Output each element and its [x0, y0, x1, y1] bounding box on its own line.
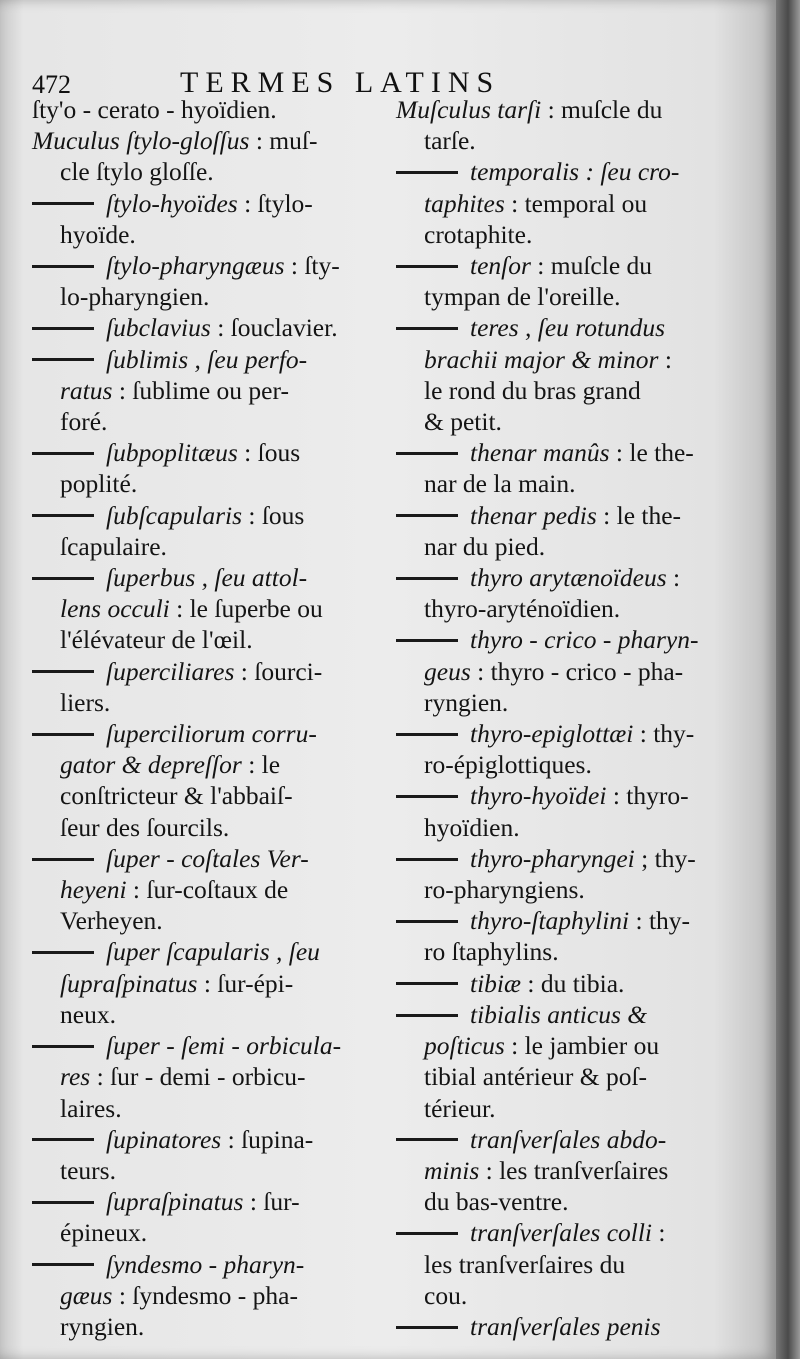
latin-term: ſuperciliares	[106, 656, 235, 686]
repeat-dash	[396, 982, 458, 985]
french-gloss: l'élévateur de l'œil.	[60, 625, 253, 655]
dictionary-entry	[396, 250, 734, 312]
dictionary-entry	[32, 1186, 372, 1248]
entry-line	[396, 312, 734, 343]
repeat-dash	[396, 1014, 458, 1017]
entry-line	[396, 843, 734, 874]
dictionary-entry	[396, 718, 734, 780]
latin-term: ſtylo-pharyngæus	[106, 251, 285, 281]
latin-term: ſyndesmo - pharyn-	[106, 1249, 305, 1279]
dictionary-entry	[32, 656, 372, 718]
entry-line	[396, 1093, 734, 1124]
french-gloss: épineux.	[60, 1218, 148, 1248]
french-gloss: : ſur-coſtaux de	[126, 875, 289, 905]
french-gloss: tympan de l'oreille.	[424, 282, 621, 312]
latin-term: geus	[424, 656, 471, 686]
entry-line	[396, 1217, 734, 1248]
dictionary-entry	[396, 1217, 734, 1311]
latin-term: minis	[424, 1155, 480, 1185]
latin-term: ſupraſpinatus	[106, 1187, 244, 1217]
french-gloss: térieur.	[424, 1093, 496, 1123]
repeat-dash	[396, 514, 458, 517]
french-gloss: teurs.	[60, 1155, 116, 1185]
repeat-dash	[396, 452, 458, 455]
french-gloss: ryngien.	[424, 687, 509, 717]
repeat-dash	[32, 1263, 94, 1266]
french-gloss: : temporal ou	[504, 188, 648, 218]
french-gloss: thyro-aryténoïdien.	[424, 594, 621, 624]
latin-term: gæus	[60, 1280, 113, 1310]
entry-line	[32, 531, 372, 562]
entry-line	[32, 1280, 372, 1311]
french-gloss: nar de la main.	[424, 469, 576, 499]
french-gloss: poplité.	[60, 469, 138, 499]
dictionary-entry	[396, 905, 734, 967]
repeat-dash	[32, 1201, 94, 1204]
repeat-dash	[396, 327, 458, 330]
entry-line	[32, 780, 372, 811]
entry-line	[396, 749, 734, 780]
french-gloss: : muſ-	[249, 126, 318, 156]
entry-line	[396, 125, 734, 156]
page-number: 472	[32, 70, 71, 99]
french-gloss: : thy-	[633, 719, 695, 749]
french-gloss: le rond du bras grand	[424, 375, 641, 405]
entry-line	[32, 94, 372, 125]
repeat-dash	[396, 1326, 458, 1329]
french-gloss: ro-épiglottiques.	[424, 750, 592, 780]
entry-line	[396, 1030, 734, 1061]
entry-line	[396, 531, 734, 562]
latin-term: thyro-epiglottæi	[470, 719, 634, 749]
french-gloss: conſtricteur & l'abbaiſ-	[60, 781, 293, 811]
repeat-dash	[396, 171, 458, 174]
french-gloss: : ſouclavier.	[210, 313, 338, 343]
entry-line	[32, 188, 372, 219]
dictionary-entry	[32, 94, 372, 125]
entry-line	[32, 749, 372, 780]
entry-line	[32, 874, 372, 905]
latin-term: tranſverſales colli	[470, 1218, 653, 1248]
entry-line	[396, 812, 734, 843]
french-gloss: & petit.	[424, 407, 502, 437]
dictionary-entry	[32, 344, 372, 438]
repeat-dash	[32, 1045, 94, 1048]
repeat-dash	[396, 639, 458, 642]
entry-line	[396, 1249, 734, 1280]
entry-line	[32, 905, 372, 936]
latin-term: tenſor	[470, 251, 531, 281]
latin-term: temporalis : ſeu cro-	[470, 157, 680, 187]
latin-term: ſubpoplitæus	[106, 438, 238, 468]
entry-line	[396, 219, 734, 250]
entry-line	[32, 1124, 372, 1155]
latin-term: ſupinatores	[106, 1124, 222, 1154]
french-gloss: tarſe.	[424, 126, 476, 156]
book-edge	[776, 0, 800, 1359]
dictionary-entry	[32, 125, 372, 187]
dictionary-entry	[32, 1030, 372, 1124]
dictionary-entry	[396, 780, 734, 842]
entry-line	[396, 406, 734, 437]
french-gloss: ſeur des ſourcils.	[60, 812, 230, 842]
entry-line	[396, 281, 734, 312]
dictionary-entry	[396, 624, 734, 718]
entry-line	[396, 593, 734, 624]
dictionary-entry	[32, 936, 372, 1030]
french-gloss: neux.	[60, 999, 116, 1029]
latin-term: ſuperbus , ſeu attol-	[106, 563, 308, 593]
latin-term: tibialis anticus &	[470, 999, 648, 1029]
entry-line	[32, 843, 372, 874]
french-gloss: : le jambier ou	[504, 1031, 660, 1061]
french-gloss: ; thy-	[634, 843, 696, 873]
french-gloss: liers.	[60, 687, 111, 717]
dictionary-entry	[32, 500, 372, 562]
entry-line	[32, 1030, 372, 1061]
latin-term: thenar pedis	[470, 500, 597, 530]
entry-line	[32, 812, 372, 843]
entry-line	[32, 1311, 372, 1342]
entry-line	[32, 1061, 372, 1092]
latin-term: ſuperciliorum corru-	[106, 719, 317, 749]
latin-term: brachii major & minor	[424, 344, 659, 374]
dictionary-entry	[396, 312, 734, 437]
entry-line	[396, 780, 734, 811]
dictionary-entry	[396, 437, 734, 499]
entry-line	[396, 188, 734, 219]
dictionary-entry	[32, 1249, 372, 1343]
repeat-dash	[396, 577, 458, 580]
entry-line	[32, 406, 372, 437]
french-gloss: : le the-	[596, 500, 682, 530]
entry-line	[32, 718, 372, 749]
french-gloss: : thyro - crico - pha-	[470, 656, 684, 686]
latin-term: ſubclavius	[106, 313, 211, 343]
dictionary-entry	[396, 843, 734, 905]
entry-line	[396, 968, 734, 999]
french-gloss: :	[666, 563, 681, 593]
french-gloss: hyoïde.	[60, 219, 136, 249]
latin-term: lens occuli	[60, 594, 170, 624]
entry-line	[396, 874, 734, 905]
dictionary-entry	[396, 562, 734, 624]
latin-term: ſtylo-hyoïdes	[106, 188, 238, 218]
entry-line	[32, 624, 372, 655]
french-gloss: : ſur-épi-	[197, 968, 294, 998]
latin-term: ſuper ſcapularis , ſeu	[106, 937, 320, 967]
repeat-dash	[396, 1232, 458, 1235]
entry-line	[396, 656, 734, 687]
repeat-dash	[32, 358, 94, 361]
repeat-dash	[32, 670, 94, 673]
latin-term: thenar manûs	[470, 438, 610, 468]
dictionary-entry	[32, 718, 372, 843]
entry-line	[32, 999, 372, 1030]
entry-line	[32, 344, 372, 375]
entry-line	[396, 468, 734, 499]
repeat-dash	[396, 795, 458, 798]
latin-term: thyro-ſtaphylini	[470, 906, 630, 936]
entry-line	[396, 687, 734, 718]
french-gloss: : ſur - demi - orbicu-	[90, 1062, 306, 1092]
latin-term: ſublimis , ſeu perfo-	[106, 344, 308, 374]
latin-term: heyeni	[60, 875, 127, 905]
repeat-dash	[32, 452, 94, 455]
repeat-dash	[32, 265, 94, 268]
entry-line	[32, 250, 372, 281]
latin-term: Muculus ſtylo-gloſſus	[32, 126, 250, 156]
latin-term: tibiæ	[470, 968, 522, 998]
french-gloss: : ſourci-	[234, 656, 323, 686]
french-gloss: :	[652, 1218, 666, 1248]
right-column	[396, 94, 734, 1342]
french-gloss: : thy-	[629, 906, 691, 936]
french-gloss: nar du pied.	[424, 531, 546, 561]
entry-line	[396, 1155, 734, 1186]
latin-term: thyro-hyoïdei	[470, 781, 607, 811]
french-gloss: foré.	[60, 407, 108, 437]
latin-term: poſticus	[424, 1031, 505, 1061]
repeat-dash	[32, 202, 94, 205]
dictionary-entry	[396, 156, 734, 250]
entry-line	[32, 1186, 372, 1217]
repeat-dash	[396, 920, 458, 923]
french-gloss: ro ſtaphylins.	[424, 937, 559, 967]
french-gloss: : ſous	[237, 438, 301, 468]
french-gloss: laires.	[60, 1093, 122, 1123]
dictionary-entry	[396, 1124, 734, 1218]
latin-term: teres , ſeu rotundus	[470, 313, 666, 343]
repeat-dash	[32, 514, 94, 517]
french-gloss: ſcapulaire.	[60, 531, 167, 561]
latin-term: thyro arytænoïdeus	[470, 563, 667, 593]
latin-term: tranſverſales penis	[470, 1311, 661, 1341]
repeat-dash	[32, 858, 94, 861]
entry-line	[396, 905, 734, 936]
french-gloss: ryngien.	[60, 1311, 145, 1341]
french-gloss: : les tranſverſaires	[479, 1155, 669, 1185]
dictionary-entry	[32, 250, 372, 312]
entry-line	[32, 593, 372, 624]
entry-line	[396, 94, 734, 125]
french-gloss: : ſur-	[243, 1187, 300, 1217]
latin-term: ſubſcapularis	[106, 500, 243, 530]
entry-line	[396, 936, 734, 967]
dictionary-entry	[396, 999, 734, 1124]
french-gloss: crotaphite.	[424, 219, 533, 249]
repeat-dash	[32, 327, 94, 330]
latin-term: res	[60, 1062, 91, 1092]
latin-term: taphites	[424, 188, 505, 218]
entry-line	[396, 156, 734, 187]
entry-line	[396, 1186, 734, 1217]
dictionary-entry	[396, 968, 734, 999]
french-gloss: : le	[241, 750, 281, 780]
entry-line	[32, 1217, 372, 1248]
entry-line	[32, 500, 372, 531]
entry-line	[32, 468, 372, 499]
french-gloss: : thyro-	[606, 781, 689, 811]
entry-line	[32, 656, 372, 687]
french-gloss: lo-pharyngien.	[60, 282, 210, 312]
repeat-dash	[396, 1138, 458, 1141]
entry-line	[32, 936, 372, 967]
french-gloss: :	[658, 344, 672, 374]
french-gloss: : ſous	[242, 500, 305, 530]
entry-line	[396, 1311, 734, 1342]
french-gloss: : ſyndesmo - pha-	[112, 1280, 298, 1310]
entry-line	[396, 500, 734, 531]
french-gloss: les tranſverſaires du	[424, 1249, 626, 1279]
latin-term: ſuper - ſemi - orbicula-	[106, 1031, 342, 1061]
entry-line	[32, 219, 372, 250]
french-gloss: : muſcle du	[530, 251, 653, 281]
entry-line	[32, 562, 372, 593]
dictionary-entry	[32, 843, 372, 937]
entry-line	[32, 1093, 372, 1124]
entry-line	[32, 125, 372, 156]
french-gloss: Verheyen.	[60, 906, 163, 936]
dictionary-entry	[396, 94, 734, 156]
entry-line	[32, 437, 372, 468]
entry-line	[396, 718, 734, 749]
latin-term: tranſverſales abdo-	[470, 1124, 667, 1154]
latin-term: thyro - crico - pharyn-	[470, 625, 699, 655]
entry-line	[32, 375, 372, 406]
entry-line	[32, 281, 372, 312]
french-gloss: : ſtylo-	[237, 188, 313, 218]
repeat-dash	[32, 951, 94, 954]
entry-line	[396, 344, 734, 375]
entry-line	[32, 1249, 372, 1280]
entry-line	[396, 1280, 734, 1311]
french-gloss: : le the-	[609, 438, 694, 468]
repeat-dash	[396, 265, 458, 268]
entry-line	[396, 250, 734, 281]
french-gloss: ro-pharyngiens.	[424, 875, 585, 905]
french-gloss: du bas-ventre.	[424, 1187, 569, 1217]
french-gloss: : ſublime ou per-	[112, 375, 289, 405]
repeat-dash	[396, 858, 458, 861]
latin-term: ratus	[60, 375, 113, 405]
french-gloss: tibial antérieur & poſ-	[424, 1062, 648, 1092]
french-gloss: : ſty-	[284, 251, 340, 281]
dictionary-entry	[32, 562, 372, 656]
left-column	[32, 94, 372, 1342]
dictionary-entry	[396, 1311, 734, 1342]
repeat-dash	[32, 733, 94, 736]
entry-line	[396, 624, 734, 655]
latin-term: ſupraſpinatus	[60, 968, 198, 998]
dictionary-entry	[32, 312, 372, 343]
entry-line	[396, 1124, 734, 1155]
latin-term: gator & depreſſor	[60, 750, 242, 780]
dictionary-entry	[32, 437, 372, 499]
dictionary-entry	[32, 1124, 372, 1186]
french-gloss: : ſupina-	[221, 1124, 314, 1154]
latin-term: thyro-pharyngei	[470, 843, 635, 873]
french-gloss: : le ſuperbe ou	[169, 594, 323, 624]
entry-line	[32, 968, 372, 999]
entry-line	[396, 375, 734, 406]
french-gloss: cou.	[424, 1280, 468, 1310]
entry-line	[396, 999, 734, 1030]
entry-line	[32, 156, 372, 187]
french-gloss: ſty'o - cerato - hyoïdien.	[32, 95, 277, 124]
french-gloss: : du tibia.	[521, 968, 625, 998]
repeat-dash	[396, 733, 458, 736]
french-gloss: cle ſtylo gloſſe.	[60, 157, 214, 187]
repeat-dash	[32, 577, 94, 580]
french-gloss: hyoïdien.	[424, 812, 520, 842]
french-gloss: : muſcle du	[541, 95, 663, 124]
entry-line	[32, 1155, 372, 1186]
entry-line	[396, 1061, 734, 1092]
entry-line	[396, 562, 734, 593]
latin-term: Muſculus tarſi	[396, 95, 542, 124]
repeat-dash	[32, 1138, 94, 1141]
latin-term: ſuper - coſtales Ver-	[106, 843, 309, 873]
entry-line	[396, 437, 734, 468]
running-title: TERMES LATINS	[180, 66, 501, 99]
dictionary-entry	[396, 500, 734, 562]
entry-line	[32, 312, 372, 343]
dictionary-entry	[32, 188, 372, 250]
entry-line	[32, 687, 372, 718]
